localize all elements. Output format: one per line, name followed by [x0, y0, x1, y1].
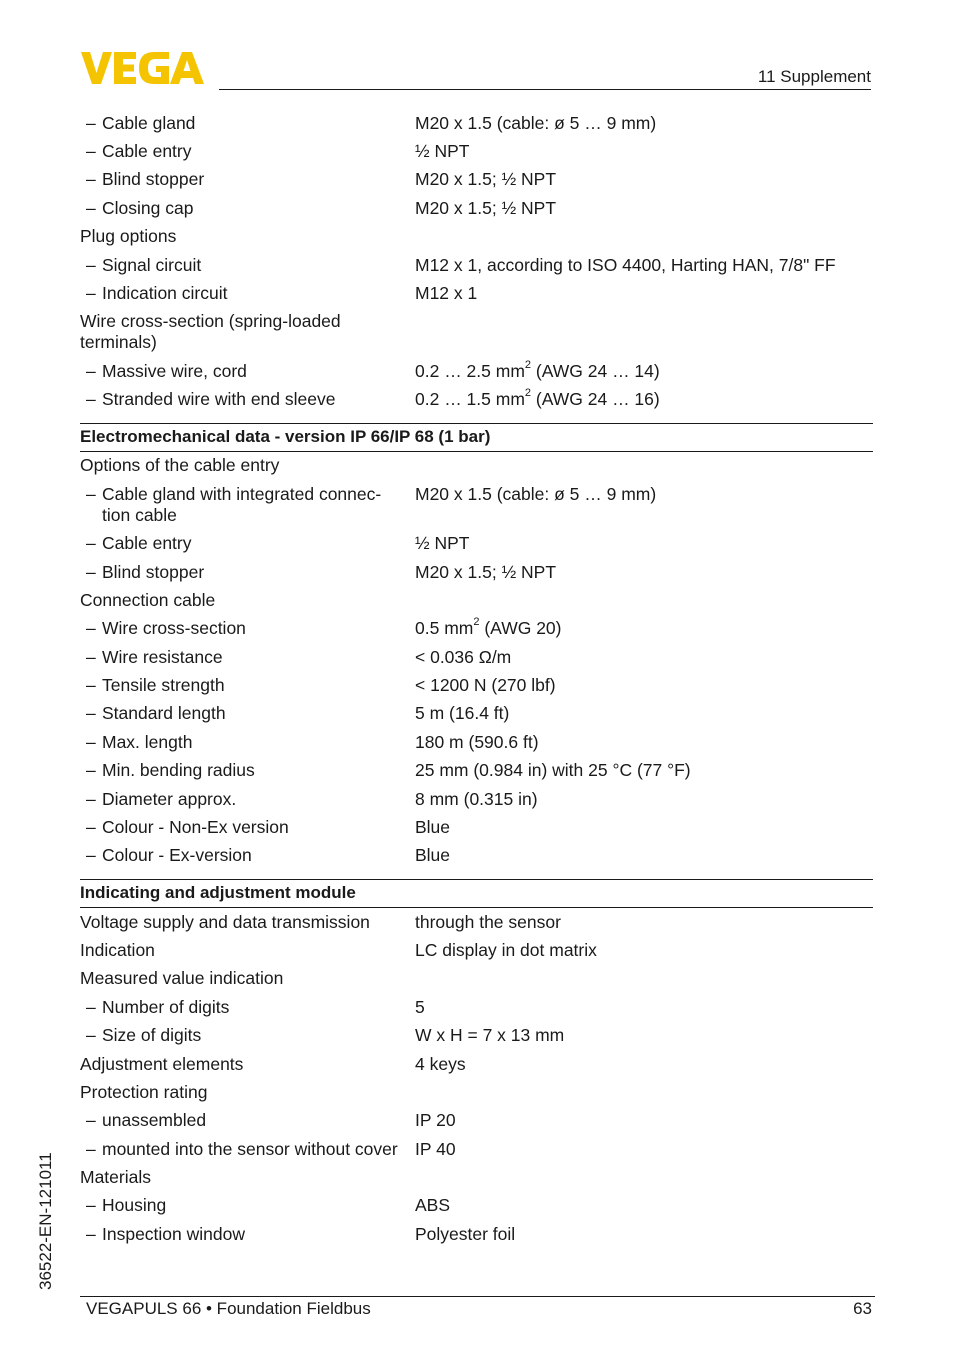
spec-value: M20 x 1.5 (cable: ø 5 … 9 mm) — [415, 483, 657, 504]
spec-value — [415, 358, 660, 382]
spec-label: – Indication circuit — [80, 283, 415, 304]
spec-label: – Stranded wire with end sleeve — [80, 389, 415, 410]
spec-row — [80, 965, 873, 993]
spec-row — [80, 166, 873, 194]
spec-value: 180 m (590.6 ft) — [415, 731, 539, 752]
spec-label — [80, 484, 415, 526]
spec-label: Wire cross-section (spring-loaded terminals) — [80, 311, 341, 353]
spec-label: Connection cable — [80, 589, 216, 610]
spec-label: Materials — [80, 1167, 151, 1188]
spec-value: Blue — [415, 845, 451, 866]
spec-row — [80, 194, 873, 222]
spec-row — [80, 700, 873, 728]
spec-value-text: 0.5 mm — [415, 618, 474, 639]
spec-value: 5 — [415, 996, 425, 1017]
spec-row — [80, 480, 873, 529]
spec-value: IP 20 — [415, 1110, 456, 1131]
spec-value: 8 mm (0.315 in) — [415, 788, 538, 809]
spec-label: – Number of digits — [80, 997, 415, 1018]
spec-row — [80, 842, 873, 870]
section-label: 11 Supplement — [757, 67, 871, 86]
spec-value: ABS — [415, 1195, 451, 1216]
spec-row — [80, 908, 873, 936]
spec-value-text: 0.2 … 1.5 mm — [415, 389, 525, 410]
spec-value: < 0.036 Ω/m — [415, 646, 512, 667]
spec-row — [80, 785, 873, 813]
spec-value: 4 keys — [415, 1053, 466, 1074]
superscript: 2 — [473, 616, 480, 629]
spec-label: – unassembled — [80, 1110, 415, 1131]
section-heading-indicating: Indicating and adjustment module — [80, 879, 873, 908]
footer-title: VEGAPULS 66 • Foundation Fieldbus — [86, 1299, 371, 1318]
spec-value: M20 x 1.5 (cable: ø 5 … 9 mm) — [415, 112, 657, 133]
spec-row — [80, 137, 873, 165]
spec-row — [80, 1022, 873, 1050]
document-code: 36522-EN-121011 — [36, 1152, 55, 1290]
spec-label: – Colour - Non-Ex version — [80, 817, 415, 838]
spec-label: – Signal circuit — [80, 255, 415, 276]
spec-row — [80, 615, 873, 643]
spec-row — [80, 671, 873, 699]
spec-value: 25 mm (0.984 in) with 25 °C (77 °F) — [415, 760, 691, 781]
spec-row — [80, 452, 873, 480]
spec-label: Adjustment elements — [80, 1053, 244, 1074]
spec-value: LC display in dot matrix — [415, 940, 597, 961]
spec-label: – Blind stopper — [80, 169, 415, 190]
spec-row — [80, 1135, 873, 1163]
spec-value — [415, 618, 561, 639]
spec-row — [80, 279, 873, 307]
spec-row — [80, 558, 873, 586]
spec-label: Measured value indication — [80, 968, 284, 989]
spec-row — [80, 357, 873, 385]
spec-value-text: (AWG 24 … 16) — [531, 389, 660, 410]
spec-label: – Blind stopper — [80, 562, 415, 583]
spec-label: – Inspection window — [80, 1224, 415, 1245]
spec-row — [80, 1050, 873, 1078]
spec-row — [80, 1192, 873, 1220]
header-rule — [219, 89, 871, 90]
spec-label: – Closing cap — [80, 198, 415, 219]
spec-value: M20 x 1.5; ½ NPT — [415, 169, 557, 190]
spec-label: – Wire resistance — [80, 647, 415, 668]
spec-value: M20 x 1.5; ½ NPT — [415, 561, 557, 582]
spec-label: – Cable gland — [80, 113, 415, 134]
spec-row — [80, 813, 873, 841]
spec-block-electromechanical — [80, 452, 873, 870]
spec-value: through the sensor — [415, 911, 561, 932]
section-heading-electromechanical: Electromechanical data - version IP 66/IP 68 (1 bar) — [80, 423, 873, 452]
spec-label: – Standard length — [80, 703, 415, 724]
spec-row — [80, 643, 873, 671]
spec-label: – mounted into the sensor without cover — [80, 1139, 415, 1160]
spec-value: 5 m (16.4 ft) — [415, 703, 510, 724]
spec-row — [80, 936, 873, 964]
spec-label: Options of the cable entry — [80, 455, 280, 476]
spec-row — [80, 251, 873, 279]
spec-row — [80, 1107, 873, 1135]
spec-block-indicating — [80, 908, 873, 1249]
spec-row — [80, 530, 873, 558]
spec-label: – Massive wire, cord — [80, 361, 415, 382]
spec-label: Protection rating — [80, 1081, 208, 1102]
spec-value-text: (AWG 20) — [479, 618, 562, 639]
superscript: 2 — [524, 358, 532, 371]
spec-row — [80, 308, 873, 357]
spec-label: – Housing — [80, 1195, 415, 1216]
spec-row — [80, 385, 873, 413]
spec-label: – Cable entry — [80, 141, 415, 162]
spec-value: M20 x 1.5; ½ NPT — [415, 197, 557, 218]
spec-value: M12 x 1 — [415, 282, 478, 303]
spec-value — [415, 389, 660, 410]
spec-value: Blue — [415, 816, 451, 837]
spec-row — [80, 1220, 873, 1248]
spec-label: – Cable entry — [80, 533, 415, 554]
spec-label: – Diameter approx. — [80, 789, 415, 810]
spec-content — [80, 109, 873, 1249]
spec-value: W x H = 7 x 13 mm — [415, 1025, 565, 1046]
spec-row — [80, 223, 873, 251]
spec-row — [80, 586, 873, 614]
spec-label: – Tensile strength — [80, 675, 415, 696]
spec-value-text: 0.2 … 2.5 mm — [415, 360, 525, 381]
spec-label: Plug options — [80, 226, 177, 247]
footer-rule — [80, 1296, 875, 1297]
spec-label: – Max. length — [80, 732, 415, 753]
spec-label: – Size of digits — [80, 1025, 415, 1046]
spec-label: – Min. bending radius — [80, 760, 415, 781]
page-number: 63 — [853, 1299, 872, 1318]
spec-value: < 1200 N (270 lbf) — [415, 675, 556, 696]
spec-row — [80, 728, 873, 756]
spec-label: Indication — [80, 940, 155, 961]
spec-value-text: (AWG 24 … 14) — [531, 360, 660, 381]
spec-row — [80, 1163, 873, 1191]
spec-label: – Wire cross-section — [80, 618, 415, 639]
superscript: 2 — [524, 387, 532, 400]
spec-row — [80, 1078, 873, 1106]
spec-row — [80, 993, 873, 1021]
spec-value: ½ NPT — [415, 141, 470, 162]
spec-value: M12 x 1, according to ISO 4400, Harting HAN, 7/8" FF — [415, 254, 836, 275]
vega-logo — [81, 52, 211, 84]
spec-label-line: – Cable gland with integrated connec- — [102, 483, 382, 504]
spec-block-connection — [80, 109, 873, 414]
spec-value: Polyester foil — [415, 1223, 516, 1244]
spec-value: IP 40 — [415, 1138, 456, 1159]
spec-label-line: tion cable — [102, 504, 177, 525]
spec-row — [80, 757, 873, 785]
spec-value: ½ NPT — [415, 533, 470, 554]
spec-row — [80, 109, 873, 137]
spec-label: – Colour - Ex-version — [80, 845, 415, 866]
spec-label: Voltage supply and data transmission — [80, 911, 370, 932]
